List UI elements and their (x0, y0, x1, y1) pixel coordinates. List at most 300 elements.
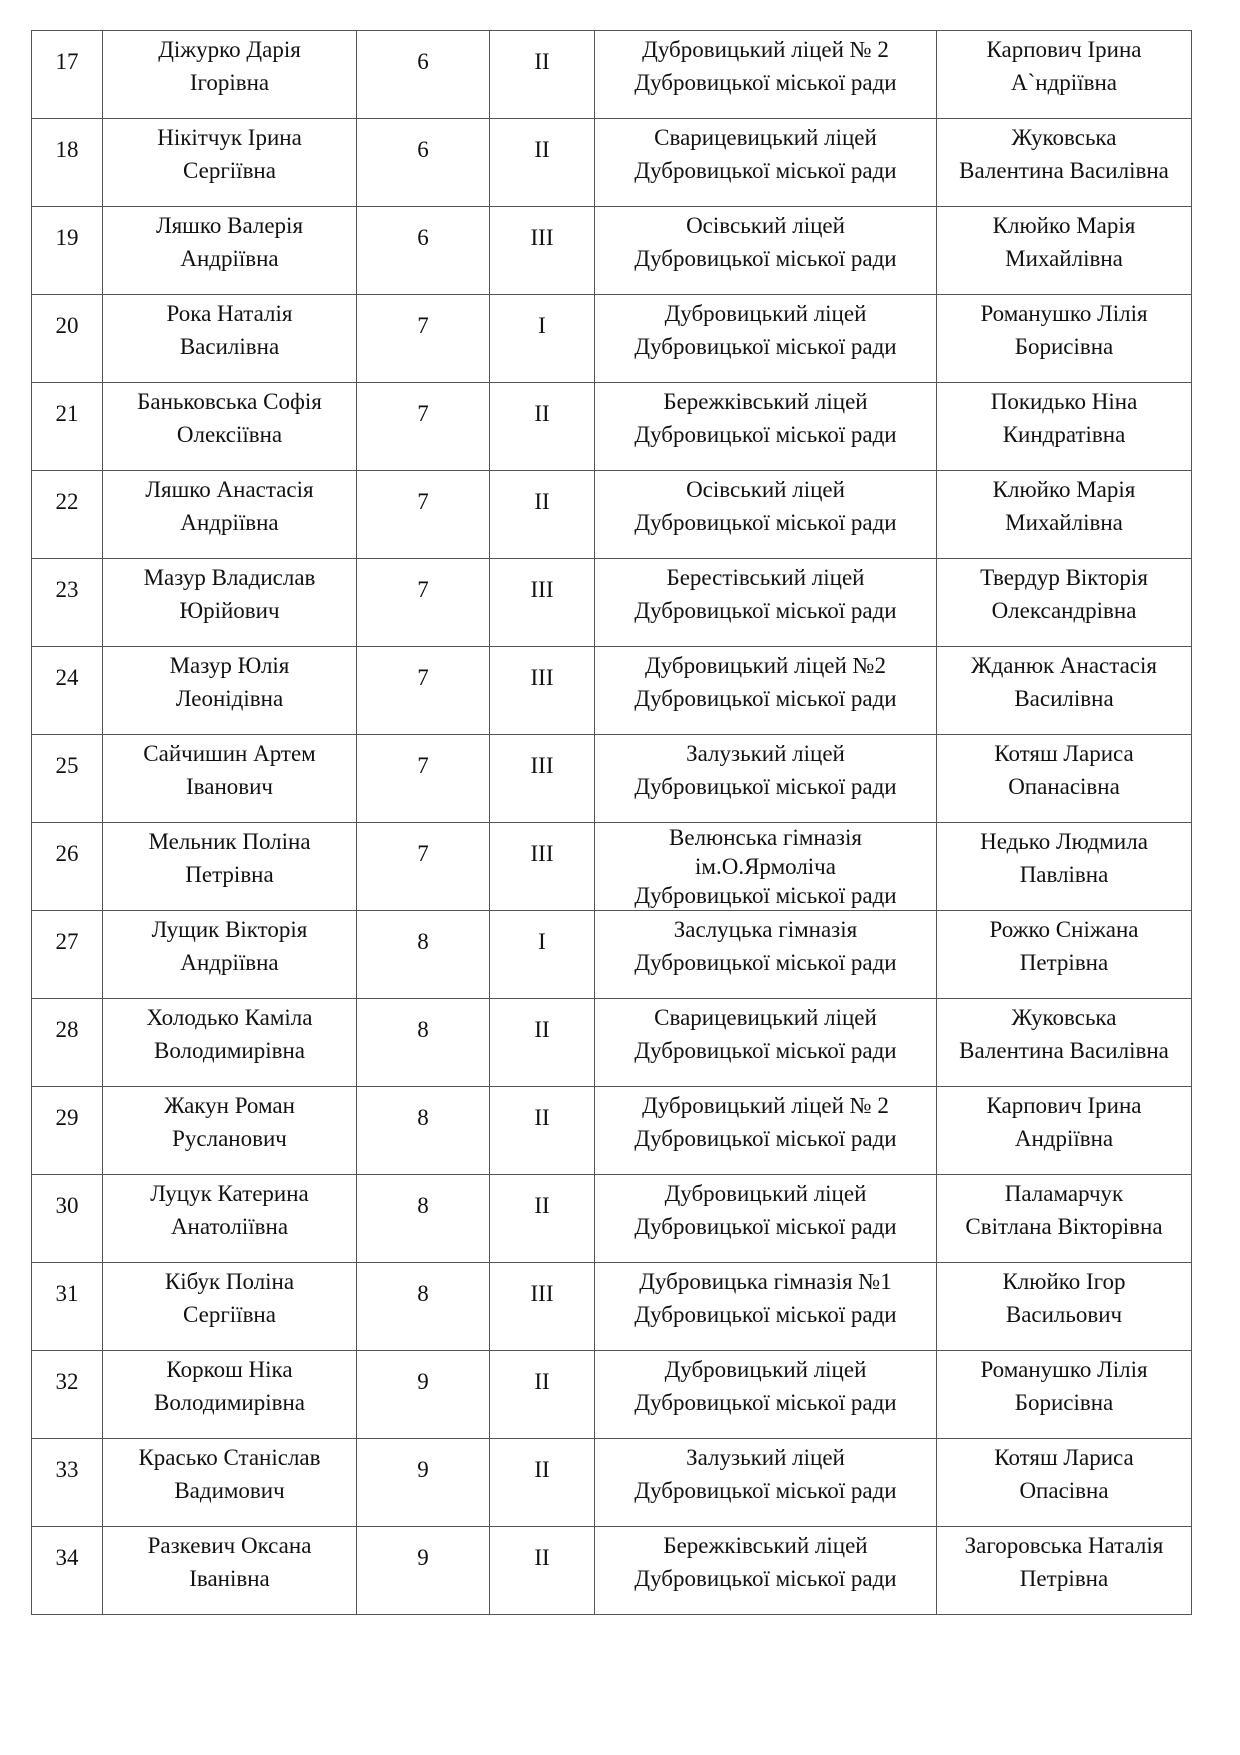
row-number (32, 1175, 103, 1263)
student-name-text (107, 1351, 352, 1419)
student-name-line: Холодько Каміла (146, 1005, 313, 1030)
teacher-name-line: Карпович Ірина (986, 37, 1142, 62)
school-name-line: Дубровицький ліцей №2 (645, 653, 886, 678)
teacher-name-text (941, 1263, 1187, 1331)
table-row (32, 207, 1192, 295)
student-name-line: Андріївна (180, 246, 279, 271)
student-name-text (107, 471, 352, 539)
school-name (595, 559, 937, 647)
row-number-text: 34 (55, 1545, 79, 1570)
student-name-line: Сайчишин Артем (143, 741, 316, 766)
teacher-name (937, 471, 1192, 559)
teacher-name (937, 559, 1192, 647)
school-name-text (599, 119, 932, 187)
place-rank-text: III (530, 753, 554, 778)
teacher-name-line: Світлана Вікторівна (965, 1214, 1163, 1239)
grade-level-text: 6 (417, 137, 429, 162)
student-name (103, 119, 357, 207)
school-name-line: Дубровицький ліцей (664, 301, 867, 326)
student-name-line: Іванович (186, 774, 273, 799)
row-number (32, 1351, 103, 1439)
teacher-name-line: Котяш Лариса (994, 1445, 1134, 1470)
student-name-line: Діжурко Дарія (158, 37, 301, 62)
grade-level-text: 7 (417, 313, 429, 338)
teacher-name-text (941, 1439, 1187, 1507)
student-name-line: Андріївна (180, 950, 279, 975)
place-rank (490, 559, 595, 647)
school-name-line: Дубровицької міської ради (634, 950, 897, 975)
student-name (103, 559, 357, 647)
student-name (103, 999, 357, 1087)
school-name-line: Дубровицької міської ради (634, 1390, 897, 1415)
grade-level-text: 6 (417, 225, 429, 250)
row-number (32, 31, 103, 119)
place-rank-text: II (534, 1105, 550, 1130)
student-name (103, 1439, 357, 1527)
place-rank-text: II (534, 1017, 550, 1042)
student-name-line: Сергіївна (183, 1302, 276, 1327)
student-name-line: Лущик Вікторія (151, 917, 308, 942)
row-number-text: 23 (55, 577, 79, 602)
student-name (103, 471, 357, 559)
place-rank-text: II (534, 1545, 550, 1570)
results-table (31, 30, 1192, 1615)
teacher-name-line: Твердур Вікторія (980, 565, 1148, 590)
row-number (32, 735, 103, 823)
grade-level-text: 6 (417, 49, 429, 74)
table-row (32, 1527, 1192, 1615)
grade-level-text: 8 (417, 1017, 429, 1042)
school-name-text (599, 1263, 932, 1331)
student-name (103, 911, 357, 999)
school-name-text (599, 383, 932, 451)
school-name (595, 735, 937, 823)
school-name-text (599, 735, 932, 803)
school-name-text (599, 911, 932, 979)
school-name (595, 207, 937, 295)
student-name-line: Мазур Юлія (169, 653, 290, 678)
student-name-text (107, 559, 352, 627)
school-name (595, 1175, 937, 1263)
school-name-line: Дубровицької міської ради (634, 1478, 897, 1503)
grade-level-text: 9 (417, 1457, 429, 1482)
place-rank (490, 1175, 595, 1263)
row-number (32, 823, 103, 911)
teacher-name-line: Клюйко Ігор (1002, 1269, 1126, 1294)
row-number-text: 21 (55, 401, 79, 426)
teacher-name-line: Васильович (1005, 1302, 1123, 1327)
school-name-line: Дубровицької міської ради (634, 1302, 897, 1327)
place-rank (490, 1263, 595, 1351)
school-name-line: Дубровицької міської ради (634, 686, 897, 711)
row-number (32, 911, 103, 999)
place-rank (490, 1087, 595, 1175)
student-name-text (107, 823, 352, 891)
row-number-text: 28 (55, 1017, 79, 1042)
grade-level (357, 1263, 490, 1351)
grade-level (357, 295, 490, 383)
place-rank (490, 1439, 595, 1527)
student-name-line: Жакун Роман (164, 1093, 295, 1118)
row-number-text: 17 (55, 49, 79, 74)
row-number (32, 647, 103, 735)
teacher-name-line: Паламарчук (1004, 1181, 1124, 1206)
place-rank-text: II (534, 1193, 550, 1218)
teacher-name-line: Михайлівна (1005, 510, 1123, 535)
school-name-line: Дубровицької міської ради (634, 774, 897, 799)
teacher-name-line: Олександрівна (991, 598, 1137, 623)
place-rank (490, 1527, 595, 1615)
school-name-line: Дубровицької міської ради (634, 1214, 897, 1239)
teacher-name (937, 1351, 1192, 1439)
teacher-name (937, 1087, 1192, 1175)
grade-level-text: 7 (417, 577, 429, 602)
teacher-name (937, 295, 1192, 383)
student-name (103, 383, 357, 471)
teacher-name (937, 119, 1192, 207)
school-name-text (599, 471, 932, 539)
student-name-text (107, 207, 352, 275)
row-number (32, 207, 103, 295)
table-row (32, 559, 1192, 647)
place-rank-text: II (534, 1369, 550, 1394)
student-name-line: Анатоліївна (170, 1214, 289, 1239)
teacher-name (937, 31, 1192, 119)
results-table-body (32, 31, 1192, 1615)
school-name-line: Дубровицької міської ради (634, 70, 897, 95)
school-name-text (599, 823, 932, 910)
school-name-line: Дубровицької міської ради (634, 510, 897, 535)
school-name-line: Дубровицької міської ради (634, 1126, 897, 1151)
grade-level-text: 7 (417, 489, 429, 514)
teacher-name-text (941, 1351, 1187, 1419)
student-name (103, 1087, 357, 1175)
grade-level (357, 1351, 490, 1439)
school-name-text (599, 207, 932, 275)
place-rank (490, 383, 595, 471)
student-name-text (107, 383, 352, 451)
teacher-name (937, 1527, 1192, 1615)
school-name-line: Дубровицької міської ради (634, 422, 897, 447)
student-name-line: Ігорівна (189, 70, 270, 95)
teacher-name-text (941, 999, 1187, 1067)
grade-level-text: 9 (417, 1545, 429, 1570)
grade-level-text: 7 (417, 401, 429, 426)
grade-level-text: 7 (417, 753, 429, 778)
table-row (32, 823, 1192, 911)
teacher-name-text (941, 295, 1187, 363)
student-name-text (107, 999, 352, 1067)
grade-level (357, 31, 490, 119)
teacher-name-text (941, 119, 1187, 187)
teacher-name (937, 647, 1192, 735)
grade-level (357, 735, 490, 823)
student-name-text (107, 1263, 352, 1331)
school-name-line: Дубровицької міської ради (634, 1038, 897, 1063)
place-rank-text: II (534, 49, 550, 74)
place-rank (490, 471, 595, 559)
school-name (595, 471, 937, 559)
school-name-text (599, 295, 932, 363)
row-number (32, 1263, 103, 1351)
school-name-text (599, 31, 932, 99)
row-number-text: 24 (55, 665, 79, 690)
grade-level (357, 119, 490, 207)
row-number-text: 27 (55, 929, 79, 954)
school-name-line: Бережківський ліцей (663, 1533, 868, 1558)
row-number-text: 33 (55, 1457, 79, 1482)
row-number-text: 20 (55, 313, 79, 338)
school-name-line: Дубровицької міської ради (634, 334, 897, 359)
school-name (595, 1263, 937, 1351)
place-rank-text: III (530, 665, 554, 690)
school-name-line: ім.О.Ярмоліча (695, 854, 836, 879)
row-number (32, 471, 103, 559)
place-rank-text: I (538, 929, 546, 954)
table-row (32, 383, 1192, 471)
student-name-text (107, 911, 352, 979)
place-rank (490, 823, 595, 911)
student-name (103, 295, 357, 383)
table-row (32, 911, 1192, 999)
school-name-line: Дубровицької міської ради (634, 883, 897, 908)
place-rank-text: III (530, 225, 554, 250)
student-name-line: Нікітчук Ірина (157, 125, 302, 150)
school-name (595, 1527, 937, 1615)
student-name-line: Ляшко Анастасія (145, 477, 314, 502)
teacher-name-text (941, 1175, 1187, 1243)
grade-level-text: 9 (417, 1369, 429, 1394)
student-name (103, 735, 357, 823)
row-number (32, 119, 103, 207)
student-name-line: Володимирівна (154, 1038, 305, 1063)
school-name-text (599, 1175, 932, 1243)
student-name (103, 1263, 357, 1351)
teacher-name-text (941, 31, 1187, 99)
school-name (595, 823, 937, 911)
student-name-line: Василівна (179, 334, 280, 359)
student-name (103, 31, 357, 119)
school-name-text (599, 1439, 932, 1507)
row-number-text: 30 (55, 1193, 79, 1218)
grade-level (357, 1175, 490, 1263)
school-name-line: Сварицевицький ліцей (654, 1005, 877, 1030)
school-name-text (599, 999, 932, 1067)
school-name-line: Залузький ліцей (686, 741, 845, 766)
student-name-text (107, 1175, 352, 1243)
school-name (595, 1087, 937, 1175)
teacher-name-text (941, 471, 1187, 539)
student-name-line: Разкевич Оксана (147, 1533, 312, 1558)
table-row (32, 735, 1192, 823)
school-name-line: Дубровицький ліцей (664, 1357, 867, 1382)
student-name-text (107, 735, 352, 803)
school-name-line: Велюнська гімназія (669, 825, 862, 850)
student-name-line: Леонідівна (175, 686, 284, 711)
teacher-name-line: Павлівна (1019, 862, 1109, 887)
row-number-text: 22 (55, 489, 79, 514)
teacher-name (937, 383, 1192, 471)
school-name (595, 383, 937, 471)
school-name (595, 119, 937, 207)
table-row (32, 1439, 1192, 1527)
student-name (103, 1351, 357, 1439)
student-name-line: Кібук Поліна (164, 1269, 295, 1294)
table-row (32, 1175, 1192, 1263)
place-rank-text: III (530, 1281, 554, 1306)
teacher-name-line: Борисівна (1014, 1390, 1114, 1415)
row-number-text: 29 (55, 1105, 79, 1130)
student-name-text (107, 1527, 352, 1595)
student-name (103, 1527, 357, 1615)
teacher-name-line: Жуковська (1011, 1005, 1117, 1030)
teacher-name-line: Котяш Лариса (994, 741, 1134, 766)
row-number-text: 32 (55, 1369, 79, 1394)
teacher-name-line: Недько Людмила (980, 829, 1148, 854)
row-number (32, 295, 103, 383)
student-name-text (107, 31, 352, 99)
grade-level (357, 207, 490, 295)
school-name-text (599, 559, 932, 627)
grade-level (357, 1439, 490, 1527)
school-name (595, 911, 937, 999)
place-rank (490, 31, 595, 119)
grade-level (357, 1527, 490, 1615)
school-name-line: Дубровицька гімназія №1 (639, 1269, 892, 1294)
teacher-name-line: Загоровська Наталія (964, 1533, 1164, 1558)
student-name-line: Сергіївна (183, 158, 276, 183)
student-name-text (107, 295, 352, 363)
teacher-name-line: Рожко Сніжана (989, 917, 1139, 942)
school-name (595, 999, 937, 1087)
row-number-text: 18 (55, 137, 79, 162)
grade-level (357, 999, 490, 1087)
table-row (32, 1351, 1192, 1439)
teacher-name-line: Киндратівна (1002, 422, 1126, 447)
teacher-name-line: Петрівна (1019, 950, 1109, 975)
teacher-name-text (941, 1527, 1187, 1595)
teacher-name (937, 735, 1192, 823)
student-name-line: Русланович (172, 1126, 287, 1151)
school-name-line: Залузький ліцей (686, 1445, 845, 1470)
school-name-line: Дубровицький ліцей № 2 (642, 37, 889, 62)
student-name-line: Коркош Ніка (166, 1357, 293, 1382)
row-number (32, 1439, 103, 1527)
student-name-text (107, 647, 352, 715)
school-name-line: Бережківський ліцей (663, 389, 868, 414)
student-name-text (107, 1439, 352, 1507)
student-name-line: Іванівна (189, 1566, 270, 1591)
teacher-name-line: Жданюк Анастасія (971, 653, 1157, 678)
school-name-line: Дубровицький ліцей (664, 1181, 867, 1206)
place-rank-text: I (538, 313, 546, 338)
student-name-line: Баньковська Софія (137, 389, 322, 414)
row-number (32, 1527, 103, 1615)
row-number-text: 19 (55, 225, 79, 250)
teacher-name-line: Андріївна (1014, 1126, 1114, 1151)
school-name-line: Дубровицької міської ради (634, 598, 897, 623)
school-name-text (599, 1087, 932, 1155)
grade-level-text: 8 (417, 929, 429, 954)
school-name-line: Дубровицької міської ради (634, 1566, 897, 1591)
student-name-line: Луцук Катерина (150, 1181, 309, 1206)
grade-level (357, 559, 490, 647)
school-name-line: Дубровицької міської ради (634, 158, 897, 183)
table-row (32, 647, 1192, 735)
school-name-text (599, 1351, 932, 1419)
row-number-text: 31 (55, 1281, 79, 1306)
student-name-line: Андріївна (180, 510, 279, 535)
teacher-name (937, 207, 1192, 295)
place-rank (490, 911, 595, 999)
grade-level (357, 823, 490, 911)
table-row (32, 31, 1192, 119)
place-rank (490, 295, 595, 383)
student-name (103, 1175, 357, 1263)
grade-level (357, 471, 490, 559)
place-rank (490, 119, 595, 207)
teacher-name-line: Клюйко Марія (992, 213, 1136, 238)
table-row (32, 1087, 1192, 1175)
student-name-line: Мазур Владислав (143, 565, 316, 590)
student-name (103, 647, 357, 735)
student-name-text (107, 119, 352, 187)
grade-level (357, 647, 490, 735)
student-name-line: Олексіївна (176, 422, 283, 447)
table-row (32, 471, 1192, 559)
teacher-name-text (941, 383, 1187, 451)
school-name (595, 647, 937, 735)
school-name-text (599, 647, 932, 715)
place-rank (490, 999, 595, 1087)
teacher-name (937, 911, 1192, 999)
place-rank (490, 735, 595, 823)
grade-level-text: 7 (417, 665, 429, 690)
teacher-name-text (941, 823, 1187, 891)
row-number-text: 25 (55, 753, 79, 778)
student-name-line: Ляшко Валерія (155, 213, 304, 238)
student-name-line: Красько Станіслав (138, 1445, 321, 1470)
teacher-name (937, 1439, 1192, 1527)
place-rank (490, 647, 595, 735)
school-name-line: Дубровицький ліцей № 2 (642, 1093, 889, 1118)
place-rank-text: III (530, 841, 554, 866)
place-rank-text: III (530, 577, 554, 602)
school-name-line: Осівський ліцей (686, 213, 845, 238)
school-name-line: Заслуцька гімназія (673, 917, 858, 942)
teacher-name-text (941, 647, 1187, 715)
table-row (32, 1263, 1192, 1351)
teacher-name-text (941, 1087, 1187, 1155)
teacher-name-line: Клюйко Марія (992, 477, 1136, 502)
teacher-name-line: Опасівна (1019, 1478, 1109, 1503)
teacher-name-text (941, 911, 1187, 979)
school-name-text (599, 1527, 932, 1595)
teacher-name-line: А`ндріївна (1011, 70, 1117, 95)
school-name-line: Сварицевицький ліцей (654, 125, 877, 150)
teacher-name-line: Жуковська (1011, 125, 1117, 150)
school-name (595, 1439, 937, 1527)
teacher-name (937, 999, 1192, 1087)
grade-level-text: 8 (417, 1105, 429, 1130)
teacher-name-line: Карпович Ірина (986, 1093, 1142, 1118)
teacher-name (937, 1263, 1192, 1351)
teacher-name-line: Петрівна (1019, 1566, 1109, 1591)
place-rank (490, 1351, 595, 1439)
row-number (32, 999, 103, 1087)
grade-level-text: 7 (417, 841, 429, 866)
row-number-text: 26 (55, 841, 79, 866)
